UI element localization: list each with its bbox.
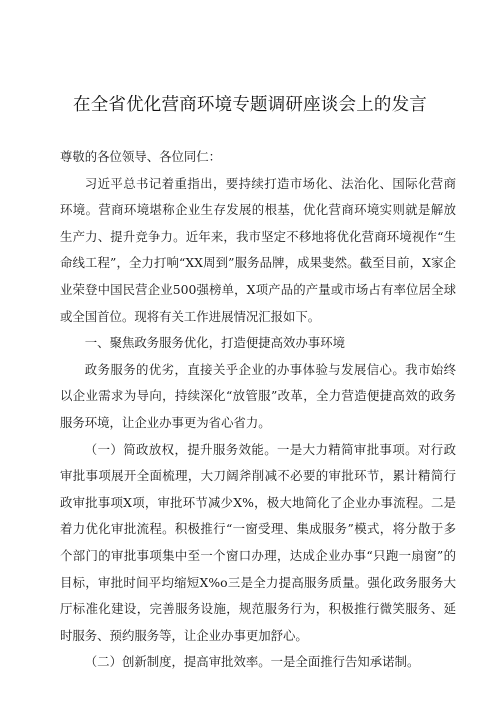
paragraph-section-1: 政务服务的优劣，直接关乎企业的办事体验与发展信心。我市始终以企业需求为导向，持续深化“放管服”改革，全力营造便捷高效的政务服务环境，让企业办事更为省心省力。: [60, 361, 456, 430]
paragraph-intro: 习近平总书记着重指出，要持续打造市场化、法治化、国际化营商环境。营商环境堪称企业生存发展的根基，优化营商环境实则就是解放生产力、提升竞争力。近年来，我市坚定不移地将优化营商环境视作“生命线工程”，全力打响“XX周到”服务品牌，成果斐然。截至目前，X家企业荣登中国民营企业500强榜单，X项产品的产量或市场占有率位居全球或全国首位。现将有关工作进展情况汇报如下。: [60, 175, 456, 324]
paragraph-subsection-2: （二）创新制度，提高审批效率。一是全面推行告知承诺制。: [84, 654, 420, 670]
paragraph-subsection-1: （一）简政放权，提升服务效能。一是大力精简审批事项。对行政审批事项展开全面梳理，大刀阔斧削减不必要的审批环节，累计精简行政审批事项X项，审批环节减少X%，极大地简化了企业办事流程。二是着力优化审批流程。积极推行“一窗受理、集成服务”模式，将分散于多个部门的审批事项集中至一个窗口办理，达成企业办事“只跑一扇窗”的目标，审批时间平均缩短X%o三是全力提高服务质量。强化政务服务大厅标准化建设，完善服务设施，规范服务行为，积极推行微笑服务、延时服务、预约服务等，让企业办事更加舒心。: [60, 441, 456, 643]
document-body: [60, 144, 456, 676]
document-title: 在全省优化营商环境专题调研座谈会上的发言: [73, 95, 427, 115]
section-heading-1: 一、聚焦政务服务优化，打造便捷高效办事环境: [84, 335, 345, 351]
salutation: 尊敬的各位领导、各位同仁：: [60, 149, 222, 164]
